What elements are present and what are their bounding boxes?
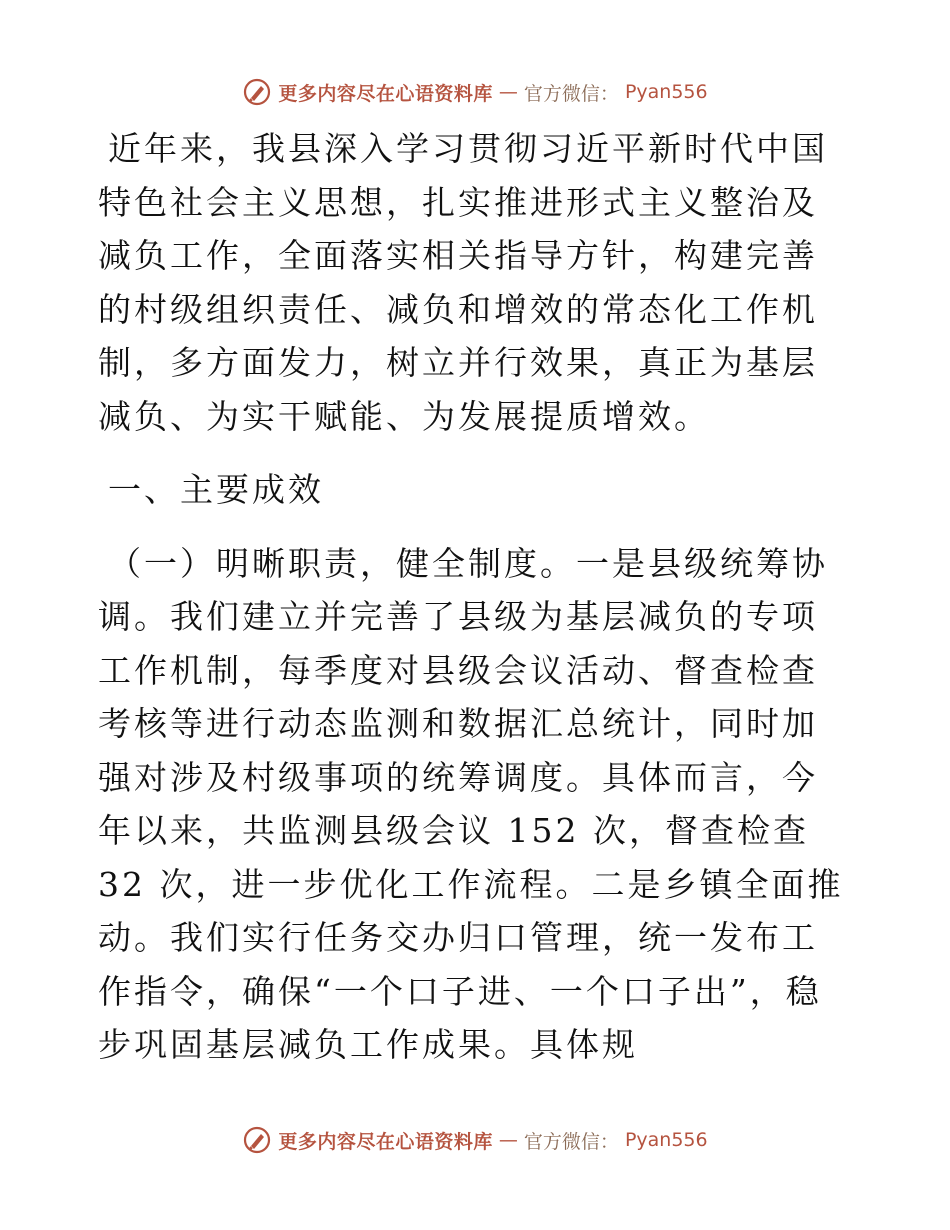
watermark-row <box>242 77 707 107</box>
watermark-brand: 更多内容尽在心语资料库 <box>278 1130 493 1153</box>
pen-seal-logo-icon <box>242 77 272 107</box>
footer-watermark <box>0 1120 950 1160</box>
intro-paragraph: 近年来，我县深入学习贯彻习近平新时代中国特色社会主义思想，扎实推进形式主义整治及减负工作，全面落实相关指导方针，构建完善的村级组织责任、减负和增效的常态化工作机制，多方面发力，树立并行效果，真正为基层减负、为实干赋能、为发展提质增效。 <box>98 129 828 436</box>
watermark-wechat-id: Pyan556 <box>624 1129 708 1151</box>
body-paragraph: （一）明晰职责，健全制度。一是县级统筹协调。我们建立并完善了县级为基层减负的专项工作机制，每季度对县级会议活动、督查检查考核等进行动态监测和数据汇总统计，同时加强对涉及村级事项的统筹调度。具体而言，今年以来，共监测县级会议 152 次，督查检查 32 次，进一步优化工作流程。二是乡镇全面推动。我们实行任务交办归口管理，统一发布工作指令，确保“一个口子进、一个口子出”，稳步巩固基层减负工作成果。具体规 <box>98 543 844 1064</box>
watermark-dash: — <box>498 81 518 103</box>
watermark-brand: 更多内容尽在心语资料库 <box>278 82 493 105</box>
watermark-label: 官方微信： <box>523 82 619 105</box>
document-body <box>98 122 852 1072</box>
watermark-wechat-id: Pyan556 <box>624 81 708 103</box>
header-watermark <box>0 72 950 112</box>
watermark-label: 官方微信： <box>523 1130 619 1153</box>
watermark-row <box>242 1125 707 1155</box>
section-heading: 一、主要成效 <box>108 470 324 509</box>
watermark-dash: — <box>498 1129 518 1151</box>
pen-seal-logo-icon <box>242 1125 272 1155</box>
